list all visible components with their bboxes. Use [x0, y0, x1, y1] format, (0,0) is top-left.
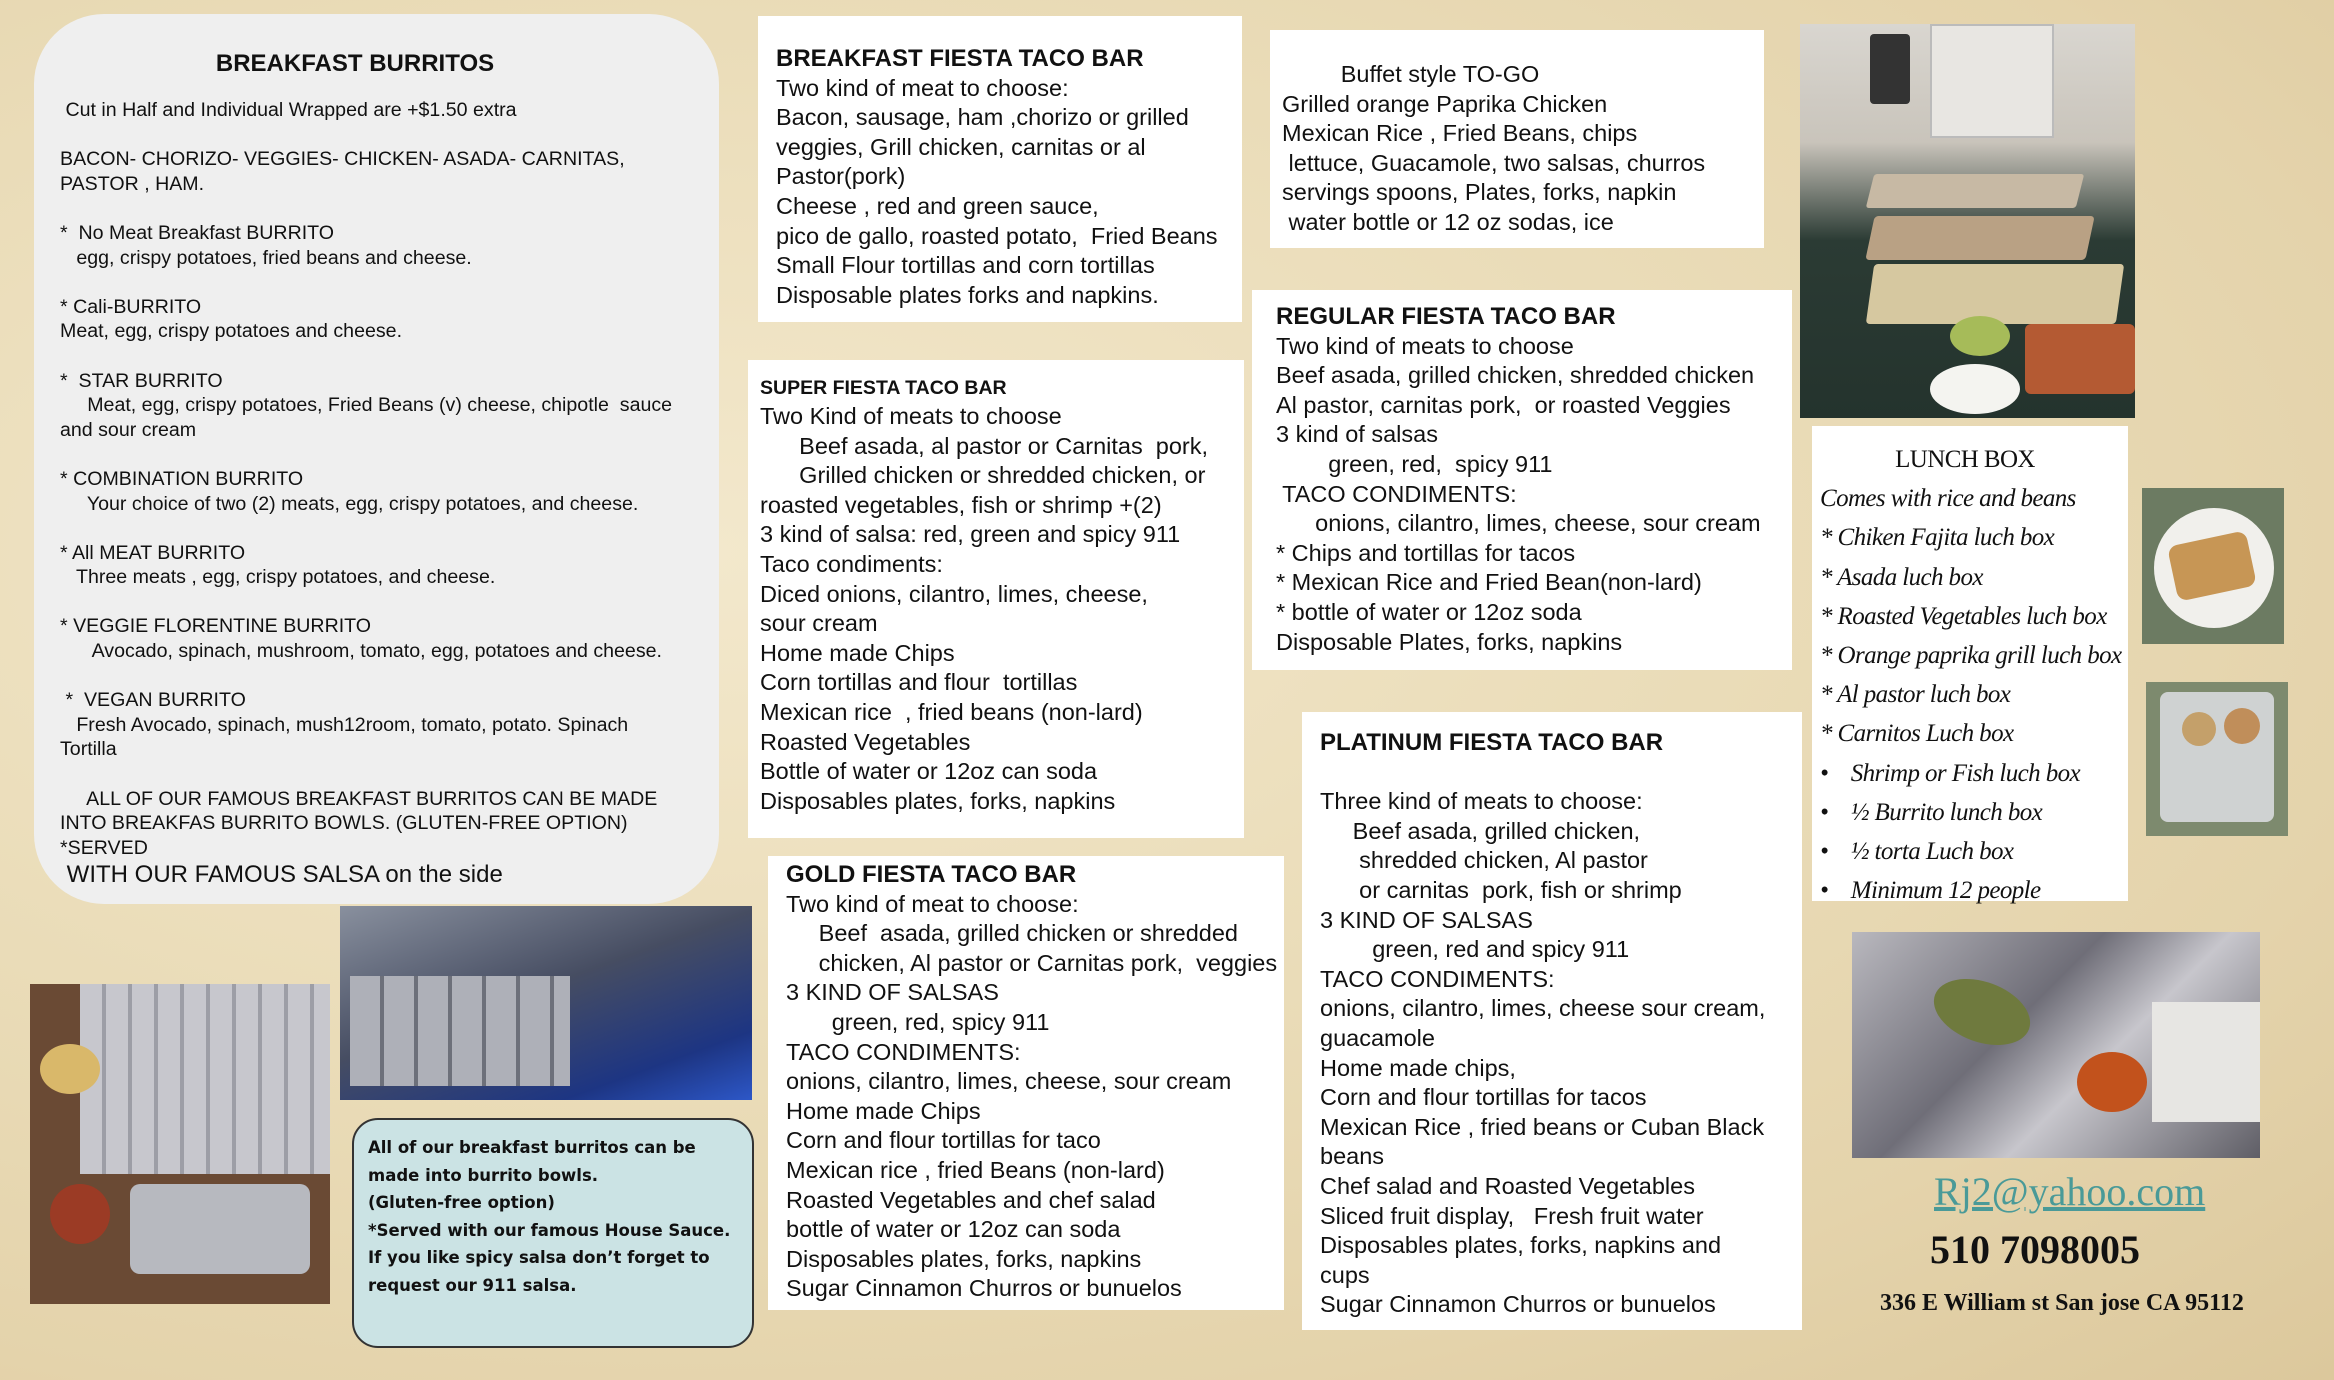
- gold-fiesta-list: [786, 890, 1284, 1304]
- list-item: onions, cilantro, limes, cheese sour cream,: [1320, 995, 1766, 1022]
- burrito-line: * No Meat Breakfast BURRITO: [60, 221, 335, 244]
- list-item: pico de gallo, roasted potato, Fried Beans: [776, 222, 1218, 249]
- burrito-line: *SERVED: [60, 836, 148, 859]
- list-item: Sliced fruit display, Fresh fruit water: [1320, 1202, 1704, 1229]
- list-item: Disposable Plates, forks, napkins: [1276, 628, 1623, 655]
- burrito-line: Your choice of two (2) meats, egg, crispy potatoes, and cheese.: [60, 492, 639, 515]
- list-item: * Chiken Fajita luch box: [1820, 524, 2055, 552]
- list-item: Mexican Rice , Fried Beans, chips: [1282, 120, 1638, 147]
- burrito-line: [60, 664, 693, 689]
- list-item: Two kind of meats to choose: [1276, 332, 1574, 359]
- regular-fiesta-list: [1276, 332, 1792, 658]
- list-item: * Carnitos Luch box: [1820, 720, 2014, 748]
- burrito-line: Meat, egg, crispy potatoes and cheese.: [60, 320, 403, 343]
- list-item: Disposables plates, forks, napkins: [760, 787, 1116, 814]
- list-item: (Gluten-free option): [368, 1193, 555, 1212]
- burrito-line: [60, 442, 693, 467]
- list-item: Corn and flour tortillas for tacos: [1320, 1084, 1647, 1111]
- list-item: TACO CONDIMENTS:: [786, 1038, 1021, 1065]
- list-item: guacamole: [1320, 1024, 1435, 1051]
- lunch-wraps-photo: [2146, 682, 2288, 836]
- burrito-line: INTO BREAKFAS BURRITO BOWLS. (GLUTEN-FREE OPTION): [60, 812, 628, 835]
- list-item: Diced onions, cilantro, limes, cheese,: [760, 580, 1148, 607]
- regular-fiesta-title: REGULAR FIESTA TACO BAR: [1276, 303, 1616, 330]
- list-item: Disposable plates forks and napkins.: [776, 281, 1159, 308]
- list-item: TACO CONDIMENTS:: [1320, 965, 1555, 992]
- list-item: Disposables plates, forks, napkins and: [1320, 1232, 1722, 1259]
- list-item: 3 kind of salsa: red, green and spicy 911: [760, 521, 1181, 548]
- list-item: Grilled chicken or shredded chicken, or: [760, 462, 1206, 489]
- breakfast-burritos-list: [60, 98, 693, 860]
- list-item: sour cream: [760, 610, 878, 637]
- list-item: • Minimum 12 people: [1820, 877, 2041, 905]
- list-item: • ½ torta Luch box: [1820, 838, 2014, 866]
- list-item: Bottle of water or 12oz can soda: [760, 758, 1098, 785]
- address: 336 E William st San jose CA 95112: [1880, 1290, 2244, 1316]
- list-item: Al pastor, carnitas pork, or roasted Veggies: [1276, 391, 1731, 418]
- list-item: Pastor(pork): [776, 163, 906, 190]
- burrito-line: [60, 123, 693, 148]
- list-item: roasted vegetables, fish or shrimp +(2): [760, 491, 1162, 518]
- gold-fiesta-panel: [768, 856, 1284, 1310]
- breakfast-burritos-closing: WITH OUR FAMOUS SALSA on the side: [60, 861, 503, 889]
- list-item: 3 KIND OF SALSAS: [786, 979, 999, 1006]
- list-item: or carnitas pork, fish or shrimp: [1320, 876, 1682, 903]
- breakfast-burritos-box-photo: [30, 984, 330, 1304]
- buffet-table-photo: [1800, 24, 2135, 418]
- list-item: veggies, Grill chicken, carnitas or al: [776, 133, 1146, 160]
- list-item: Grilled orange Paprika Chicken: [1282, 90, 1608, 117]
- buffet-togo-list: [1282, 60, 1764, 238]
- list-item: bottle of water or 12oz can soda: [786, 1216, 1121, 1243]
- burrito-line: * Cali-BURRITO: [60, 295, 202, 318]
- burrito-line: and sour cream: [60, 418, 197, 441]
- burrito-line: * COMBINATION BURRITO: [60, 467, 304, 490]
- list-item: Mexican rice , fried Beans (non-lard): [786, 1156, 1165, 1183]
- list-item: servings spoons, Plates, forks, napkin: [1282, 179, 1677, 206]
- list-item: Home made Chips: [760, 639, 955, 666]
- list-item: green, red and spicy 911: [1320, 936, 1630, 963]
- platinum-fiesta-list: [1320, 758, 1802, 1320]
- list-item: *Served with our famous House Sauce.: [368, 1220, 731, 1240]
- burrito-line: Cut in Half and Individual Wrapped are +$1.50 extra: [60, 99, 517, 121]
- list-item: Corn and flour tortillas for taco: [786, 1127, 1101, 1154]
- burrito-line: [60, 762, 693, 787]
- platinum-fiesta-title: PLATINUM FIESTA TACO BAR: [1320, 729, 1664, 756]
- list-item: * Mexican Rice and Fried Bean(non-lard): [1276, 569, 1702, 596]
- burrito-line: PASTOR , HAM.: [60, 172, 205, 195]
- lunch-box-list: [1820, 479, 2128, 910]
- bowl-note-list: [368, 1134, 742, 1299]
- lunch-box-panel: [1812, 426, 2128, 905]
- quesadilla-photo: [2142, 488, 2284, 644]
- burrito-line: ALL OF OUR FAMOUS BREAKFAST BURRITOS CAN BE MADE: [60, 787, 658, 810]
- list-item: Beef asada, grilled chicken or shredded: [786, 920, 1238, 947]
- list-item: Beef asada, al pastor or Carnitas pork,: [760, 432, 1209, 459]
- list-item: onions, cilantro, limes, cheese, sour cream: [1276, 510, 1761, 537]
- list-item: * Orange paprika grill luch box: [1820, 642, 2122, 670]
- list-item: Roasted Vegetables: [760, 728, 971, 755]
- breakfast-fiesta-title: BREAKFAST FIESTA TACO BAR: [776, 45, 1144, 72]
- list-item: Taco condiments:: [760, 550, 943, 577]
- list-item: If you like spicy salsa don’t forget to request our 911 salsa.: [368, 1248, 710, 1295]
- burrito-line: egg, crispy potatoes, fried beans and cheese.: [60, 246, 472, 269]
- burrito-line: Three meats , egg, crispy potatoes, and cheese.: [60, 566, 496, 589]
- burrito-line: * VEGAN BURRITO: [60, 689, 246, 712]
- breakfast-fiesta-panel: [758, 16, 1242, 322]
- list-item: * Roasted Vegetables luch box: [1820, 602, 2107, 630]
- phone-number: 510 7098005: [1930, 1227, 2140, 1272]
- list-item: cups: [1320, 1261, 1370, 1288]
- burrito-line: [60, 196, 693, 221]
- list-item: green, red, spicy 911: [1276, 450, 1553, 477]
- platinum-fiesta-panel: [1302, 712, 1802, 1330]
- burrito-line: * VEGGIE FLORENTINE BURRITO: [60, 615, 372, 638]
- bowl-note-panel: [352, 1118, 754, 1348]
- list-item: Corn tortillas and flour tortillas: [760, 669, 1078, 696]
- list-item: Chef salad and Roasted Vegetables: [1320, 1172, 1695, 1199]
- list-item: * Al pastor luch box: [1820, 681, 2011, 709]
- buffet-togo-panel: [1270, 30, 1764, 248]
- burrito-line: [60, 344, 693, 369]
- catering-trays-photo: [340, 906, 752, 1100]
- burrito-line: [60, 270, 693, 295]
- burrito-line: Avocado, spinach, mushroom, tomato, egg, potatoes and cheese.: [60, 640, 662, 663]
- burrito-line: Meat, egg, crispy potatoes, Fried Beans (v) cheese, chipotle sauce: [60, 394, 673, 417]
- list-item: Home made Chips: [786, 1097, 981, 1124]
- super-fiesta-title: SUPER FIESTA TACO BAR: [760, 377, 1007, 399]
- burrito-line: [60, 516, 693, 541]
- list-item: Three kind of meats to choose:: [1320, 788, 1643, 815]
- list-item: Beef asada, grilled chicken, shredded chicken: [1276, 362, 1755, 389]
- list-item: Mexican Rice , fried beans or Cuban Black: [1320, 1113, 1765, 1140]
- list-item: All of our breakfast burritos can be made into burrito bowls.: [368, 1138, 696, 1185]
- list-item: 3 kind of salsas: [1276, 421, 1438, 448]
- list-item: Two kind of meat to choose:: [776, 74, 1069, 101]
- list-item: Mexican rice , fried beans (non-lard): [760, 698, 1143, 725]
- list-item: lettuce, Guacamole, two salsas, churros: [1282, 149, 1706, 176]
- gold-fiesta-title: GOLD FIESTA TACO BAR: [786, 861, 1077, 888]
- list-item: green, red, spicy 911: [786, 1008, 1050, 1035]
- list-item: water bottle or 12 oz sodas, ice: [1282, 208, 1614, 235]
- super-fiesta-panel: [748, 360, 1244, 838]
- list-item: TACO CONDIMENTS:: [1276, 480, 1517, 507]
- list-item: Comes with rice and beans: [1820, 485, 2076, 513]
- lunch-box-title: LUNCH BOX: [1895, 446, 2035, 473]
- list-item: * Chips and tortillas for tacos: [1276, 539, 1576, 566]
- list-item: shredded chicken, Al pastor: [1320, 847, 1648, 874]
- burrito-line: [60, 590, 693, 615]
- burrito-line: Fresh Avocado, spinach, mush12room, tomato, potato. Spinach: [60, 713, 629, 736]
- list-item: [1320, 758, 1802, 788]
- list-item: onions, cilantro, limes, cheese, sour cream: [786, 1068, 1232, 1095]
- list-item: • ½ Burrito lunch box: [1820, 798, 2043, 826]
- breakfast-burritos-panel: [34, 14, 719, 904]
- breakfast-burritos-title: BREAKFAST BURRITOS: [215, 50, 495, 77]
- list-item: Small Flour tortillas and corn tortillas: [776, 252, 1155, 279]
- burrito-line: BACON- CHORIZO- VEGGIES- CHICKEN- ASADA- CARNITAS,: [60, 148, 625, 171]
- list-item: • Shrimp or Fish luch box: [1820, 759, 2080, 787]
- list-item: beans: [1320, 1143, 1385, 1170]
- list-item: Two kind of meat to choose:: [786, 890, 1079, 917]
- list-item: 3 KIND OF SALSAS: [1320, 906, 1533, 933]
- burrito-line: * STAR BURRITO: [60, 369, 223, 392]
- list-item: Buffet style TO-GO: [1282, 61, 1540, 87]
- super-fiesta-list: [760, 402, 1244, 816]
- foil-wrapped-lunch-photo: [1852, 932, 2260, 1158]
- list-item: Sugar Cinnamon Churros or bunuelos: [1320, 1291, 1716, 1318]
- list-item: Home made chips,: [1320, 1054, 1516, 1081]
- list-item: Cheese , red and green sauce,: [776, 192, 1099, 219]
- list-item: Sugar Cinnamon Churros or bunuelos: [786, 1275, 1182, 1302]
- breakfast-fiesta-list: [776, 74, 1242, 311]
- list-item: * bottle of water or 12oz soda: [1276, 598, 1582, 625]
- list-item: * Asada luch box: [1820, 563, 1983, 591]
- burrito-line: Tortilla: [60, 738, 117, 761]
- burrito-line: * All MEAT BURRITO: [60, 541, 246, 564]
- list-item: Two Kind of meats to choose: [760, 403, 1062, 429]
- list-item: Bacon, sausage, ham ,chorizo or grilled: [776, 104, 1189, 131]
- list-item: Beef asada, grilled chicken,: [1320, 817, 1641, 844]
- list-item: Disposables plates, forks, napkins: [786, 1245, 1142, 1272]
- list-item: chicken, Al pastor or Carnitas pork, veggies: [786, 949, 1278, 976]
- regular-fiesta-panel: [1252, 290, 1792, 670]
- email-link[interactable]: Rj2@yahoo.com: [1934, 1169, 2206, 1214]
- list-item: Roasted Vegetables and chef salad: [786, 1186, 1156, 1213]
